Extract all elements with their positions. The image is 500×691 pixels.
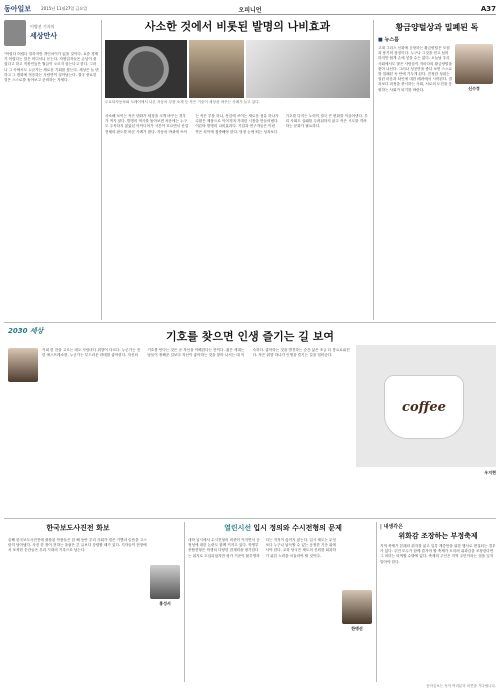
divider (4, 322, 496, 323)
divider (101, 20, 102, 320)
bottom1-author: 홍성서 (159, 601, 171, 606)
bottom2-heading (188, 523, 378, 533)
divider (184, 522, 185, 682)
coffee-cup-icon (384, 375, 464, 439)
column-2030-body: 커피 한 잔을 고르는 데도 사람마다 취향이 다르다. 누군가는 진한 에스프레소를, 누군가는 부드러운 라테를 좋아한다. 자신의 기호를 안다는 것은 곧 자신을 이해한다는 뜻이다. 젊은 세대는 남들이 정해준 길보다 자신이 좋아하는 것을 찾아 나서는 데 익숙하다. 좋아하는 것을 발견하는 순간 삶은 조금 더 풍요로워진다. 작은 취향 하나가 인생을 즐기는 길을 열어준다. (42, 348, 350, 358)
bottom1-body: 올해 한국보도사진전에 출품된 작품들은 한 해 동안 우리 사회가 겪은 기쁨과 슬픔을 고스란히 담아냈다. 사진 한 장이 전하는 울림은 긴 글보다 강렬할 때가 있다. 기자들이 현장에서 포착한 순간들은 우리 시대의 기록으로 남는다. (8, 538, 147, 553)
bottom1-headline: 한국보도사진전 화보 (46, 523, 110, 532)
coffee-photo (356, 345, 496, 467)
column-2030-headline: 기호를 찾으면 인생 즐기는 길 보여 (166, 330, 334, 343)
newspaper-brand: 동아일보 (4, 3, 32, 13)
bottom2-author: 한병선 (351, 626, 363, 631)
sidebar-avatar (455, 44, 493, 84)
author-avatar (8, 348, 38, 382)
issue-date: 2015년 11월27일 금요일 (41, 5, 88, 11)
column-2030-tag: 2030 세상 (8, 327, 44, 335)
page-number: A37 (480, 4, 496, 13)
sidebar-body: 고대 그리스 신화에 등장하는 황금양털은 모험과 용기의 상징이다. 누구나 그것을 얻고 싶어 하지만 쉽게 손에 넣을 수는 없다. 오늘날 우리 사회에서도 많은 사람들이 저마다의 황금양털을 찾아 나선다. 그러나 성공만을 좇다 보면 스스로를 밀폐된 독 안에 가두게 된다. 진정한 성취는 열린 마음과 타인에 대한 배려에서 시작된다. 결과보다 과정을 중시하는 사회, 서로의 도전을 응원하는 사회가 되기를 바란다. (378, 46, 452, 92)
bottom3-headline: 위화감 조장하는 부정축제 (398, 531, 478, 540)
feature-body: 사소해 보이는 작은 변화가 세상을 크게 바꾸는 경우가 적지 않다. 발명의 역사를 돌아보면 처음에는 누구도 주목하지 않았던 아이디어가 시간이 흐르면서 산업 전체의 판도를 바꾼 사례가 많다. 자동차 바퀴에 쓰이는 작은 부품 하나, 옷감에 쓰이는 새로운 섬유 하나가 수많은 제품으로 이어지며 거대한 시장을 만들어냈다. 이른바 발명의 나비효과다. 기업과 연구자들은 이런 작은 차이에 집중해야 한다. 당장 눈에 띄는 성과보다 기초를 다지는 노력이 결국 큰 변화를 이끌어낸다. 우리 사회도 실패를 두려워하지 않고 작은 시도를 격려하는 문화가 필요하다. (105, 114, 368, 134)
feature-photo-product (246, 40, 370, 98)
feature-headline: 사소한 것에서 비롯된 발명의 나비효과 (144, 20, 331, 33)
sidebar-headline: 황금양털상과 밀폐된 독 (395, 22, 479, 32)
bullet-icon: | (380, 524, 382, 530)
column-body: "어렵다 어렵다 말하지만 개인차이가 있을 것이다. 요즘 경제가 어렵다는 말은 어디서나 듣는다. 자영업자들은 손님이 줄었다고 하고 직장인들은 월급이 오르지 않는다고 한다. 그러나 그 속에서도 누군가는 새로운 기회를 찾는다. 세상은 늘 변하고 그 변화에 적응하는 사람만이 살아남는다. 결국 중요한 것은 스스로를 돌아보고 준비하는 자세다. (4, 52, 99, 83)
bottom2-headline: 입시 정의와 수시전형의 문제 (253, 523, 342, 532)
bottom2-avatar (342, 590, 372, 624)
bottom3-tag: | 내생각은 (380, 524, 403, 530)
divider (4, 518, 496, 519)
bullet-icon: ■ (378, 37, 383, 43)
sidebar-author: 신수정 (468, 86, 480, 91)
feature-photo-portrait (189, 40, 244, 98)
bottom1-avatar (150, 565, 180, 599)
divider (376, 522, 377, 682)
feature-caption: 도요타자동차와 도레이에서 나온 자동차 부품 소재 등 작은 기술이 세상을 바꾸는 사례가 늘고 있다. (105, 100, 260, 104)
column-byline: 이병선 기자의 (30, 24, 55, 29)
masthead (4, 3, 496, 15)
cup-text: coffee (402, 399, 446, 415)
divider (373, 20, 374, 320)
columnist-avatar (4, 20, 26, 46)
footer-text: 동아일보는 독자 여러분의 의견을 기다립니다. (426, 684, 496, 688)
column-left (4, 20, 99, 320)
feature-photo-tire (105, 40, 187, 98)
column-name: 세상만사 (30, 31, 58, 40)
column-2030-author: 우지현 (484, 470, 496, 475)
bottom3-body: 지역 축제가 본래의 취지를 잃고 일부 계층만을 위한 행사로 변질되는 경우가 있다. 주민 모두가 함께 즐겨야 할 축제가 오히려 위화감을 조장한다면 그 의미는 퇴색할 수밖에 없다. 축제의 주인은 지역 주민이라는 점을 잊지 말아야 한다. (380, 544, 496, 564)
section-title: 오피니언 (238, 7, 262, 14)
bottom2-body: 대학 입시에서 수시전형의 비중이 커지면서 공정성에 대한 논란도 함께 커지고 있다. 학생부 종합전형은 학생의 다양한 잠재력을 평가한다는 취지로 도입되었지만 평가 기준이 불투명하다는 지적이 끊이지 않는다. 입시 제도는 무엇보다 누구나 납득할 수 있는 공정한 기준 위에 서야 한다. 교육 당국은 제도의 신뢰를 회복하기 위한 노력을 서둘러야 할 것이다. (188, 538, 336, 558)
sidebar-tag: ■ 뉴스룸 (378, 37, 399, 43)
bottom2-tag: 열린시선 (224, 524, 252, 532)
